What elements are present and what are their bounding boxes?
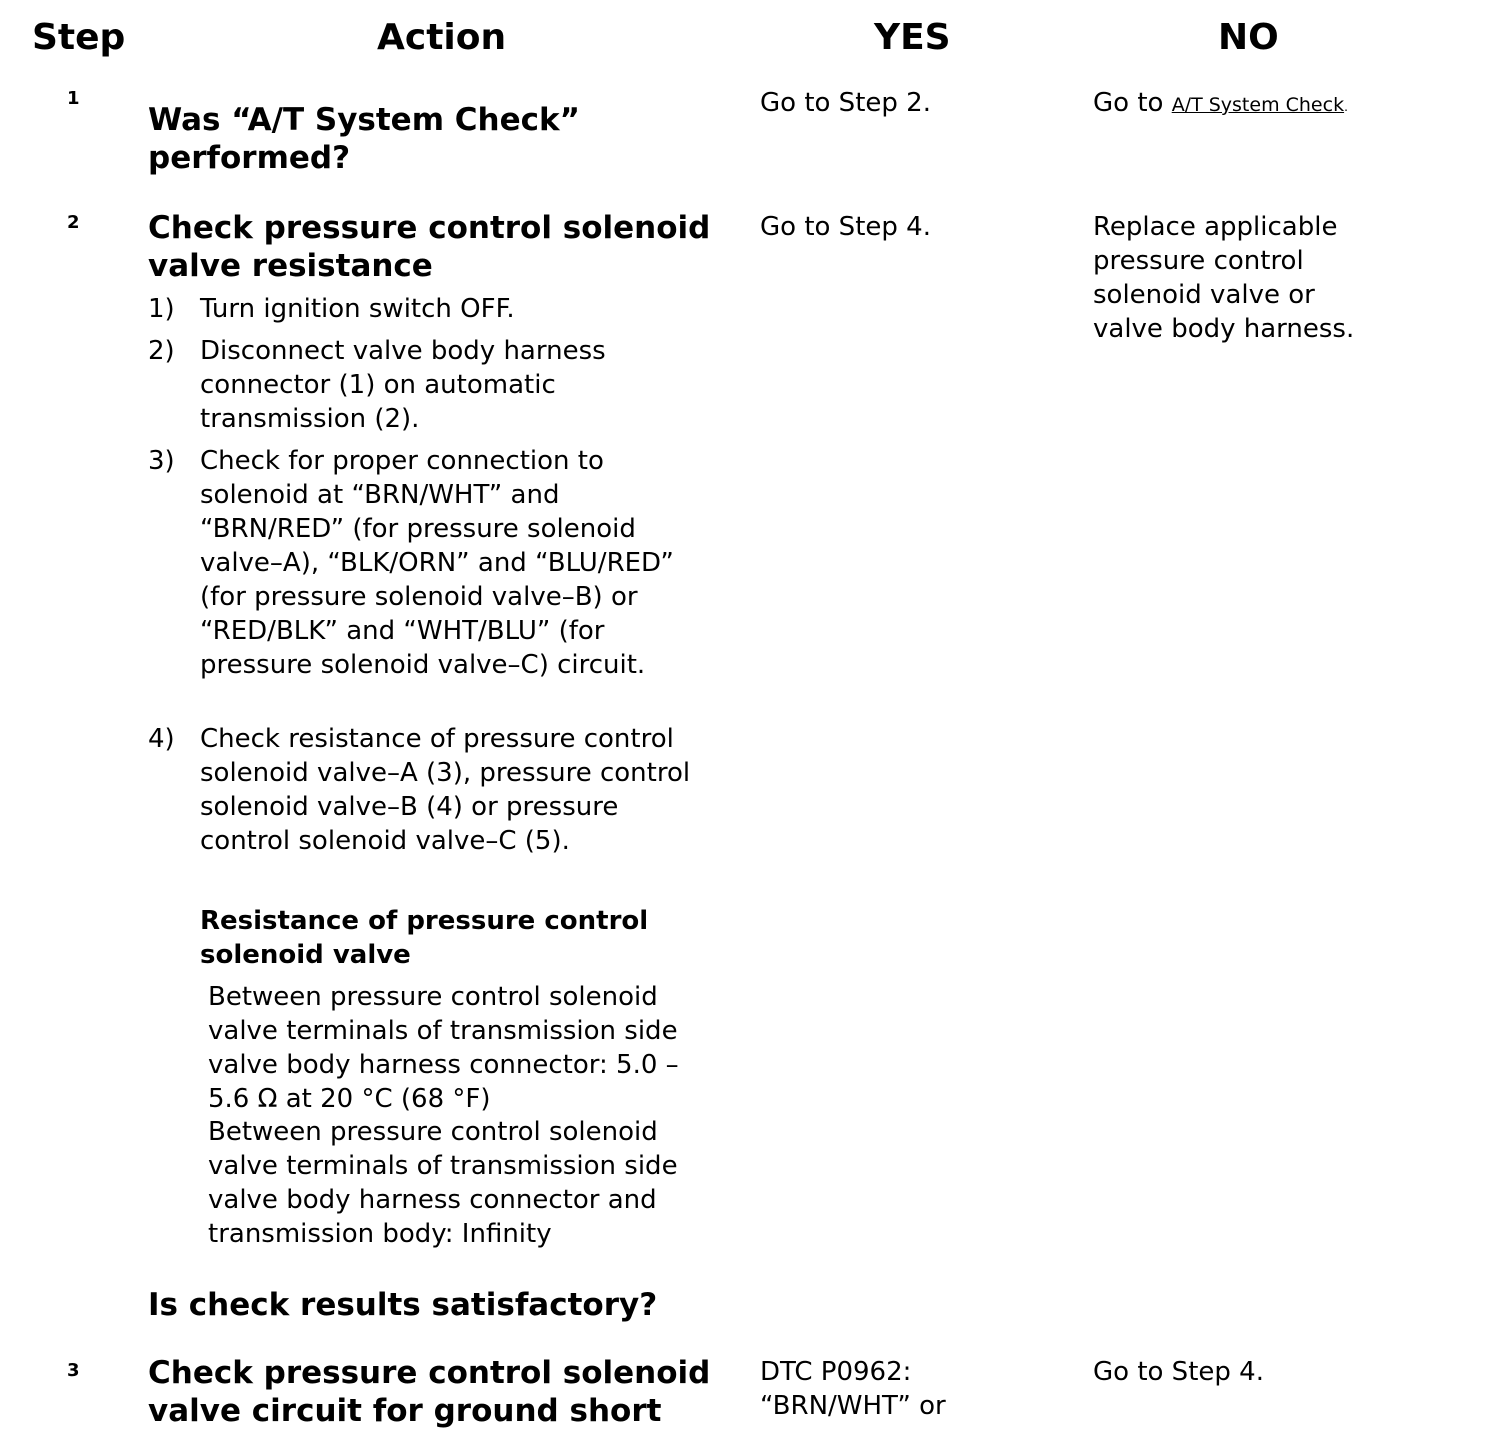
step-2-item-3-num: 3) [148,446,175,476]
step-3-yes: DTC P0962: “BRN/WHT” or [760,1357,946,1421]
step-2-item-4-text: Check resistance of pressure control solenoid valve–A (3), pressure control solenoid valve–B (4) or pressure control solenoid valve–C (5). [200,724,691,856]
step-1-no [1093,86,1493,124]
step-2-item-2-num: 2) [148,336,175,366]
step-2-title: Check pressure control solenoid valve resistance [148,210,711,284]
step-2-item-3-text: Check for proper connection to solenoid at “BRN/WHT” and “BRN/RED” (for pressure solenoid valve–A), “BLK/ORN” and “BLU/RED” (for pressure solenoid valve–B) or “RED/BLK” and “WHT/BLU” (for pressure solenoid valve–C) circuit. [200,446,674,680]
step-3-title: Check pressure control solenoid valve circuit for ground short [148,1355,711,1429]
step-1-no-suffix: . [1344,100,1348,114]
step-number-1: 1 [67,88,80,109]
at-system-check-link[interactable]: A/T System Check [1171,94,1345,116]
step-1-yes: Go to Step 2. [760,88,931,118]
header-step: Step [32,17,126,58]
step-2-spec-title: Resistance of pressure control solenoid valve [200,906,649,970]
header-no: NO [1218,17,1279,58]
step-2-item-2-text: Disconnect valve body harness connector (1) on automatic transmission (2). [200,336,606,434]
step-2-spec-1: Between pressure control solenoid valve terminals of transmission side valve body harness connector: 5.0 – 5.6 Ω at 20 °C (68 °F) [208,982,679,1114]
step-2-item-4-num: 4) [148,724,175,754]
step-number-2: 2 [67,212,80,233]
step-2-item-1-text: Turn ignition switch OFF. [200,294,515,324]
header-yes: YES [874,17,951,58]
step-number-3: 3 [67,1360,80,1381]
step-1-question: Was “A/T System Check” performed? [148,102,581,176]
step-2-item-1-num: 1) [148,294,175,324]
step-1-no-prefix: Go to [1093,88,1172,118]
header-action: Action [377,17,507,58]
step-2-question: Is check results satisfactory? [148,1287,658,1323]
step-2-yes: Go to Step 4. [760,212,931,242]
step-2-no: Replace applicable pressure control solenoid valve or valve body harness. [1093,212,1355,344]
step-2-spec-2: Between pressure control solenoid valve terminals of transmission side valve body harness connector and transmission body: Infinity [208,1117,678,1249]
step-3-no: Go to Step 4. [1093,1357,1264,1387]
